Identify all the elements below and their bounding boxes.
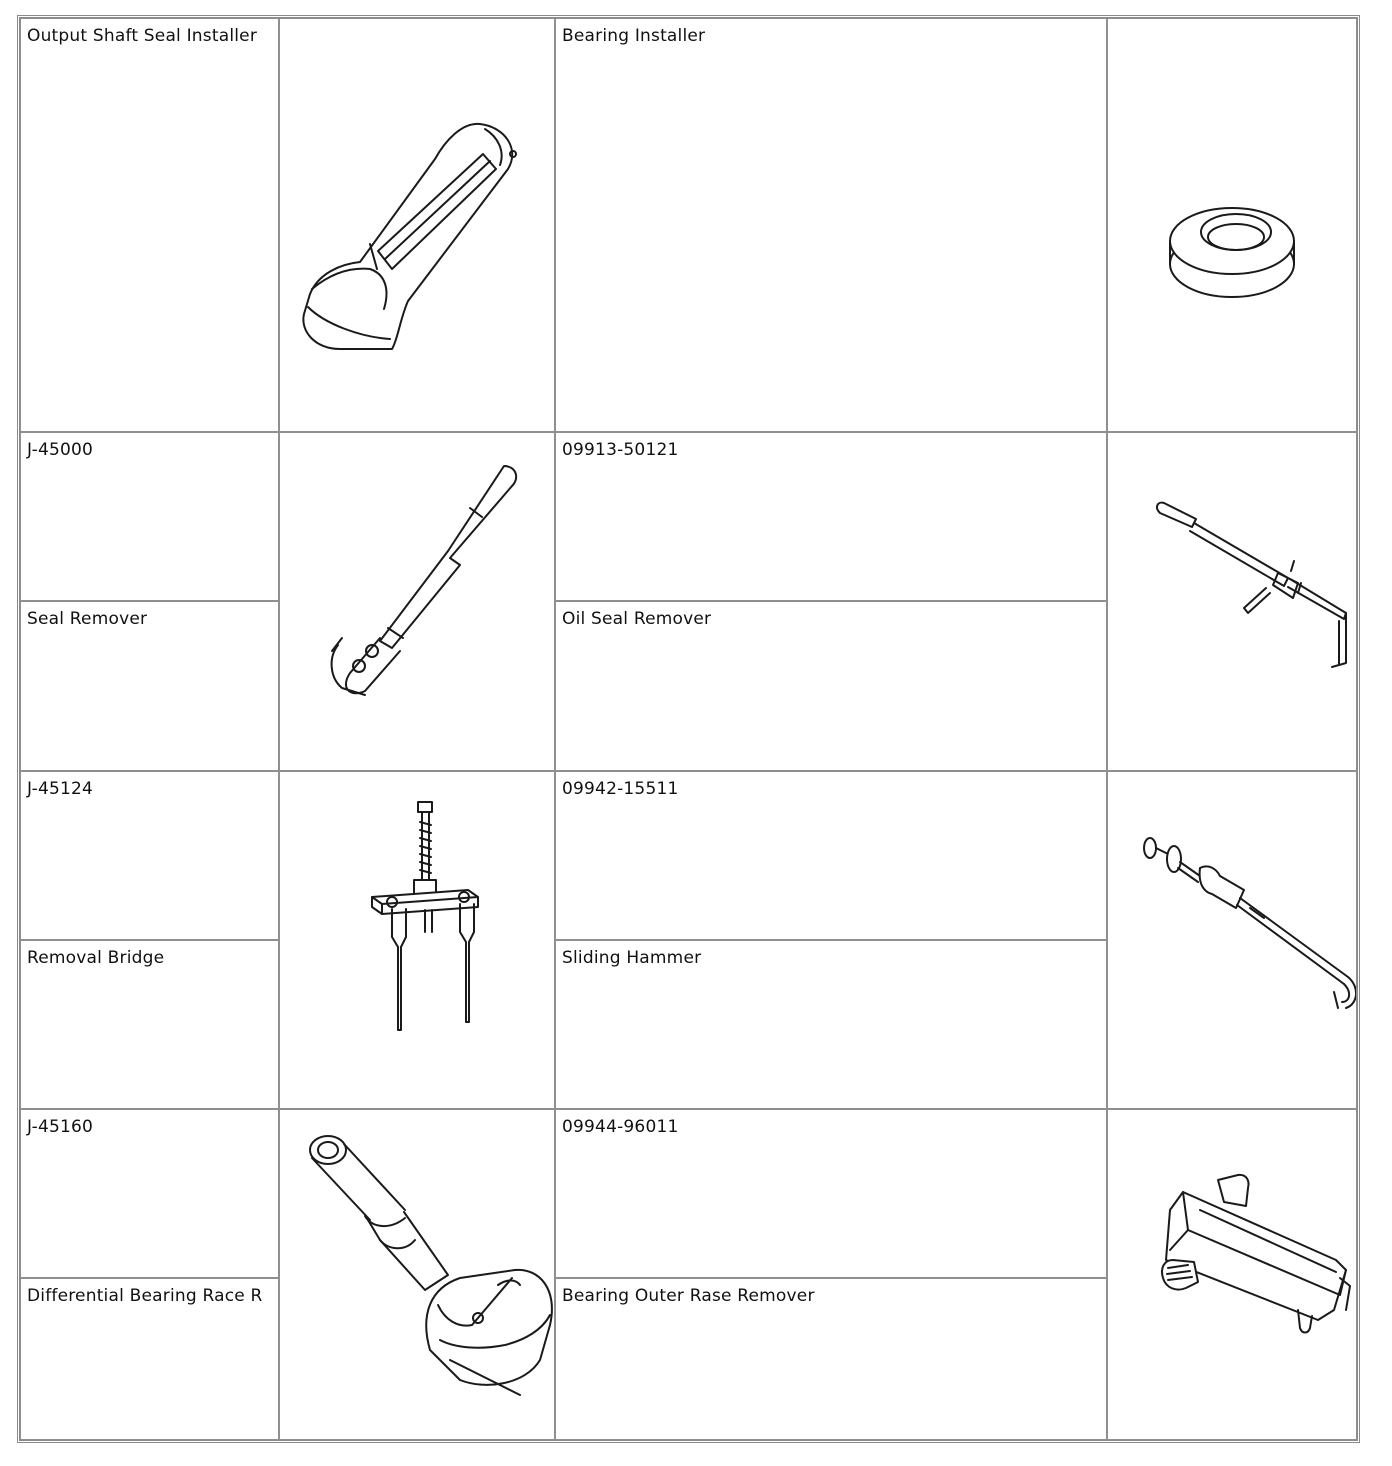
seal-remover-hook-icon bbox=[280, 433, 555, 771]
tool-number-cell bbox=[20, 771, 279, 940]
tool-name-cell bbox=[20, 601, 279, 771]
tool-illustration-cell bbox=[279, 1109, 555, 1440]
tool-illustration-cell bbox=[1107, 18, 1357, 432]
tool-number-label: J-45124 bbox=[27, 779, 94, 799]
tool-number-cell bbox=[555, 771, 1107, 940]
tool-name-label: Bearing Outer Rase Remover bbox=[562, 1286, 815, 1306]
tool-name-label: Differential Bearing Race R bbox=[27, 1286, 263, 1306]
tool-number-cell bbox=[555, 1109, 1107, 1278]
tool-number-label: 09913-50121 bbox=[562, 440, 679, 460]
tool-illustration-cell bbox=[1107, 1109, 1357, 1440]
tool-name-label: Bearing Installer bbox=[562, 26, 706, 46]
tool-name-cell bbox=[555, 601, 1107, 771]
tool-illustration-cell bbox=[279, 18, 555, 432]
tool-number-label: 09942-15511 bbox=[562, 779, 679, 799]
tool-name-cell bbox=[555, 1278, 1107, 1440]
tool-name-label: Removal Bridge bbox=[27, 948, 165, 968]
tool-number-label: J-45000 bbox=[27, 440, 94, 460]
sliding-hammer-icon bbox=[1108, 772, 1357, 1109]
tool-illustration-cell bbox=[279, 771, 555, 1109]
tool-number-cell bbox=[555, 432, 1107, 601]
tool-number-cell bbox=[20, 1109, 279, 1278]
bearing-outer-race-remover-icon bbox=[1108, 1110, 1357, 1440]
tool-name-cell bbox=[555, 18, 1107, 432]
tool-name-label: Seal Remover bbox=[27, 609, 148, 629]
tool-name-cell bbox=[20, 940, 279, 1109]
differential-bearing-race-tool-icon bbox=[280, 1110, 555, 1440]
tool-number-cell bbox=[20, 432, 279, 601]
removal-bridge-puller-icon bbox=[280, 772, 555, 1109]
bearing-installer-ring-icon bbox=[1108, 19, 1357, 432]
output-shaft-seal-installer-icon bbox=[280, 19, 555, 432]
tool-name-cell bbox=[20, 18, 279, 432]
tool-number-label: J-45160 bbox=[27, 1117, 94, 1137]
tool-name-cell bbox=[20, 1278, 279, 1440]
tool-illustration-cell bbox=[1107, 771, 1357, 1109]
special-tools-table bbox=[17, 15, 1360, 1443]
tool-name-cell bbox=[555, 940, 1107, 1109]
tool-number-label: 09944-96011 bbox=[562, 1117, 679, 1137]
tool-name-label: Sliding Hammer bbox=[562, 948, 702, 968]
tool-illustration-cell bbox=[1107, 432, 1357, 771]
oil-seal-remover-icon bbox=[1108, 433, 1357, 771]
tool-illustration-cell bbox=[279, 432, 555, 771]
tool-name-label: Oil Seal Remover bbox=[562, 609, 712, 629]
tool-name-label: Output Shaft Seal Installer bbox=[27, 26, 258, 46]
